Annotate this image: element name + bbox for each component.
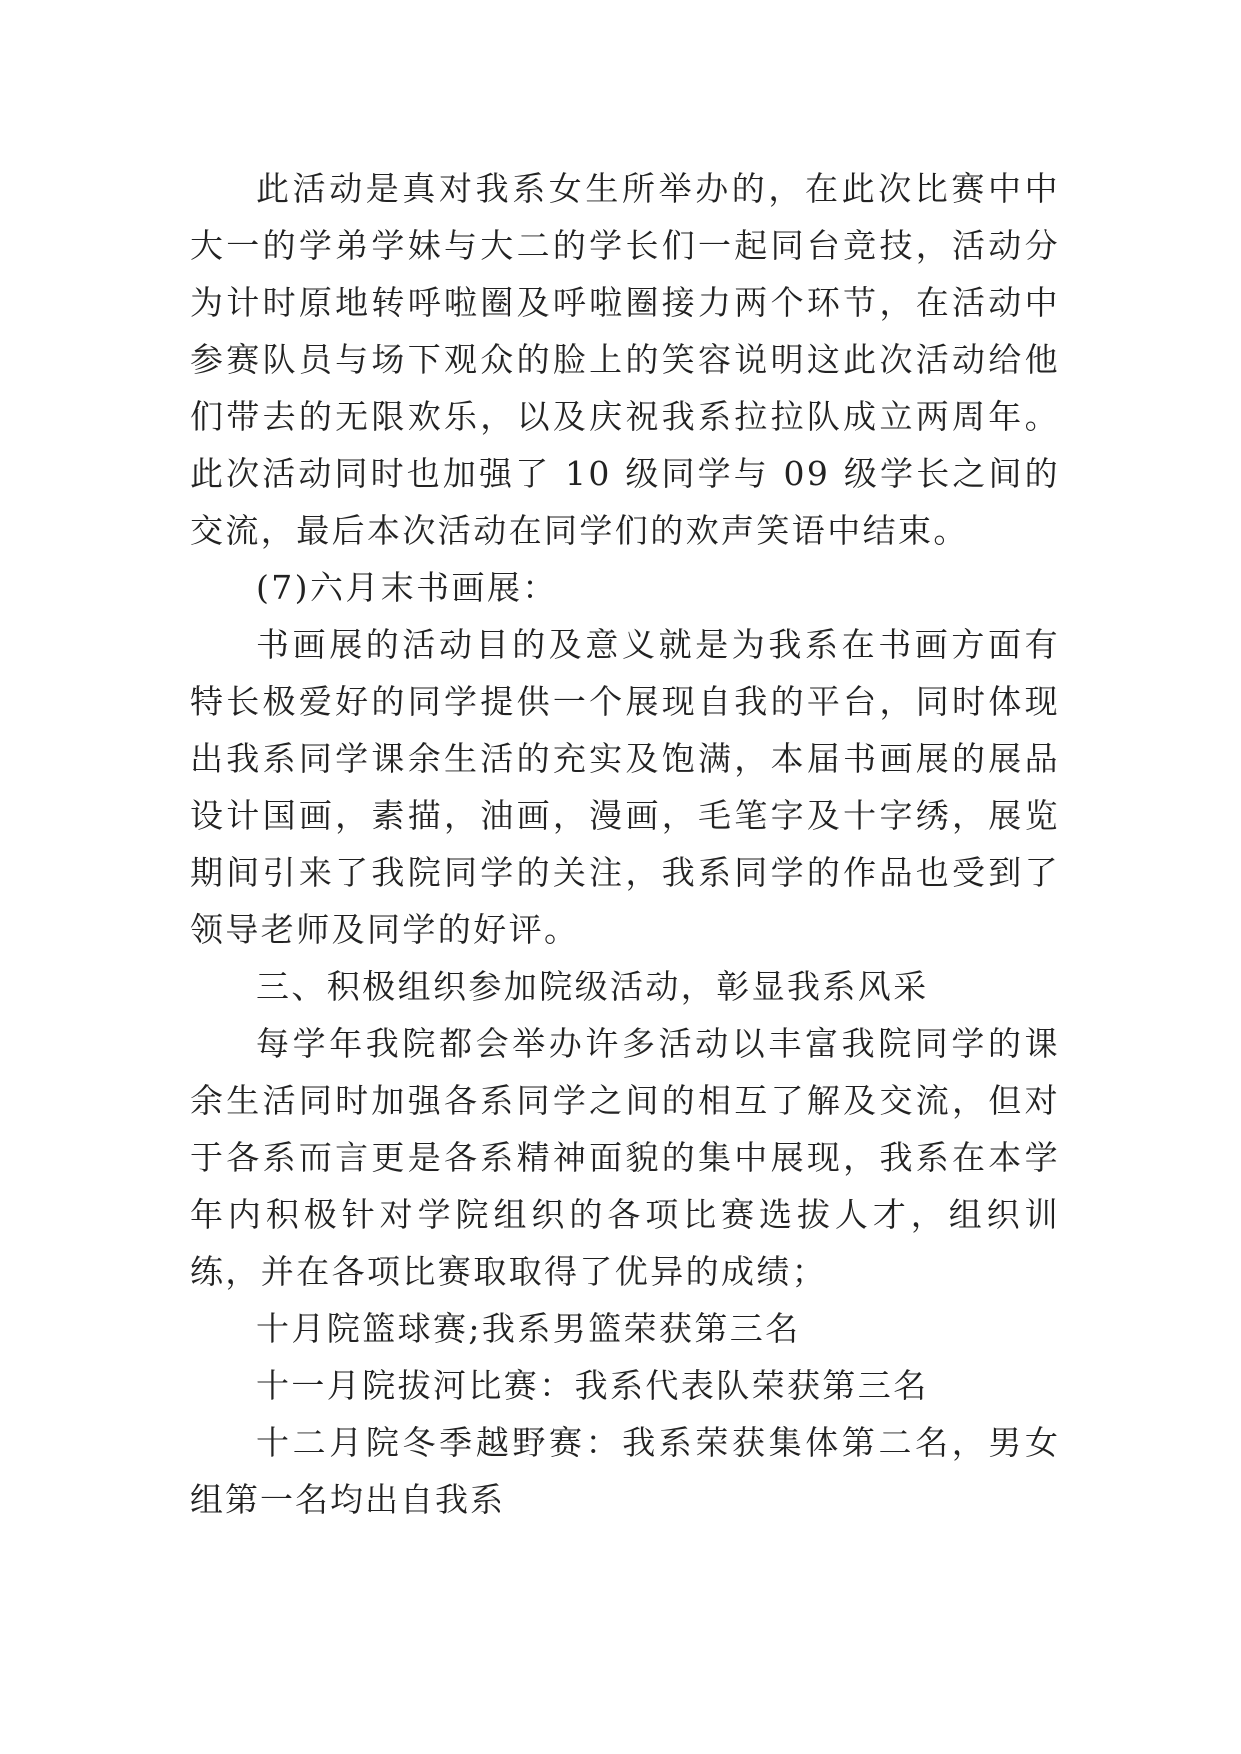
section-heading-college-activities: 三、积极组织参加院级活动，彰显我系风采 <box>256 967 929 1006</box>
paragraph-calligraphy-exhibition: 书画展的活动目的及意义就是为我系在书画方面有特长极爱好的同学提供一个展现自我的平台，同时体现出我系同学课余生活的充实及饱满，本届书画展的展品设计国画，素描，油画，漫画，毛笔字及十字绣，展览期间引来了我院同学的关注，我系同学的作品也受到了领导老师及同学的好评。 <box>190 625 1060 949</box>
paragraph-hula-hoop-event: 此活动是真对我系女生所举办的，在此次比赛中中大一的学弟学妹与大二的学长们一起同台竞技，活动分为计时原地转呼啦圈及呼啦圈接力两个环节，在活动中参赛队员与场下观众的脸上的笑容说明这此次活动给他们带去的无限欢乐，以及庆祝我系拉拉队成立两周年。此次活动同时也加强了 10 级同学与 09 级学长之间的交流，最后本次活动在同学们的欢声笑语中结束。 <box>190 169 1060 550</box>
document-body <box>190 160 1060 1528</box>
paragraph-college-activities: 每学年我院都会举办许多活动以丰富我院同学的课余生活同时加强各系同学之间的相互了解及交流，但对于各系而言更是各系精神面貌的集中展现，我系在本学年内积极针对学院组织的各项比赛选拔人才，组织训练，并在各项比赛取取得了优异的成绩； <box>190 1024 1060 1291</box>
result-basketball: 十月院篮球赛;我系男篮荣获第三名 <box>256 1309 801 1348</box>
result-tug-of-war: 十一月院拔河比赛：我系代表队荣获第三名 <box>256 1366 929 1405</box>
result-cross-country: 十二月院冬季越野赛：我系荣获集体第二名，男女组第一名均出自我系 <box>190 1423 1060 1519</box>
heading-calligraphy-exhibition: (7)六月末书画展： <box>256 568 558 607</box>
